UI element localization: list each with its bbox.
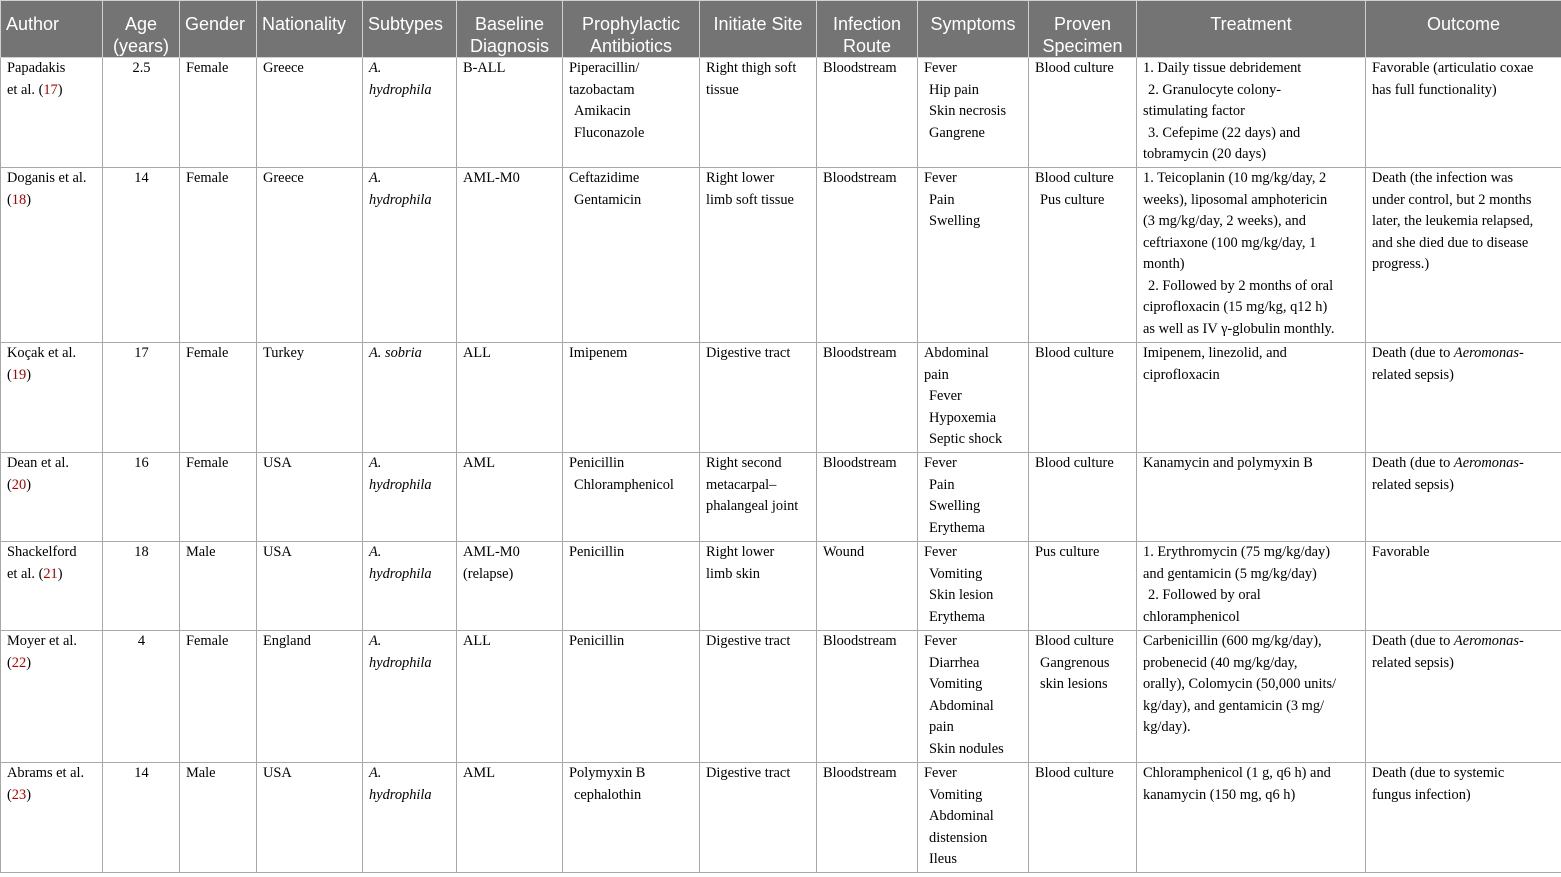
cell-prophylactic-antibiotics [563, 168, 700, 343]
cell-symptoms [918, 542, 1029, 631]
cell-initiate-site-line: Digestive tract [706, 765, 791, 781]
subtype-line: A. [369, 633, 382, 649]
cell-initiate-site-line: Right lower [706, 544, 775, 560]
cell-symptoms-line: Gangrene [929, 124, 985, 141]
cell-proven-specimen [1029, 168, 1137, 343]
cell-symptoms [918, 343, 1029, 453]
cell-subtypes [363, 168, 457, 343]
cell-initiate-site-line: Right second [706, 455, 782, 471]
cell-initiate-site [700, 631, 817, 763]
cell-treatment-line: kanamycin (150 mg, q6 h) [1143, 786, 1296, 803]
cell-symptoms-line: Pain [929, 191, 955, 208]
cell-proven-specimen-line: skin lesions [1040, 676, 1108, 692]
cell-prophylactic-antibiotics [563, 763, 700, 873]
author-name: Koçak et al. [7, 345, 77, 361]
cell-prophylactic-antibiotics [563, 453, 700, 542]
subtype-line: hydrophila [369, 191, 432, 208]
cell-outcome [1366, 343, 1561, 453]
cell-symptoms-line: Swelling [929, 213, 981, 229]
cell-proven-specimen [1029, 542, 1137, 631]
cell-age: 14 [103, 168, 180, 343]
cell-symptoms-line: Fever [924, 633, 957, 649]
cell-author [1, 542, 103, 631]
cell-subtypes [363, 631, 457, 763]
cell-symptoms-line: pain [924, 366, 949, 383]
cell-gender: Male [180, 542, 257, 631]
cell-treatment-line: 2. Followed by oral [1148, 587, 1261, 603]
subtype-line: A. sobria [369, 345, 422, 361]
author-name: Papadakis [7, 60, 66, 76]
cell-initiate-site [700, 168, 817, 343]
cell-symptoms-line: Fever [924, 60, 957, 76]
cell-gender: Female [180, 168, 257, 343]
citation-suffix: ) [57, 565, 63, 582]
author-name: Dean et al. [7, 455, 69, 471]
subtype-line: hydrophila [369, 81, 432, 98]
reference-link[interactable]: 21 [43, 565, 58, 582]
cell-symptoms-line: Vomiting [929, 786, 983, 803]
table-row [1, 631, 1561, 763]
outcome-line: related sepsis) [1372, 476, 1454, 493]
cell-infection-route: Bloodstream [817, 168, 918, 343]
cell-proven-specimen [1029, 631, 1137, 763]
cell-symptoms-line: Fever [929, 388, 962, 404]
cell-proven-specimen-line: Blood culture [1035, 60, 1114, 76]
subtype-line: hydrophila [369, 654, 432, 671]
cell-proven-specimen-line: Pus culture [1040, 191, 1105, 208]
author-citation [7, 653, 97, 675]
citation-prefix: et al. ( [7, 565, 44, 582]
cell-prophylactic-antibiotics-line: Amikacin [574, 103, 631, 119]
cell-symptoms-line: Fever [924, 170, 957, 186]
subtype-line: hydrophila [369, 786, 432, 803]
cell-treatment-line: 3. Cefepime (22 days) and [1148, 124, 1301, 141]
cell-author [1, 763, 103, 873]
outcome-genus: Aeromonas [1453, 345, 1519, 361]
cell-outcome-line: Favorable (articulatio coxae [1372, 60, 1534, 76]
author-citation [7, 475, 97, 497]
cell-symptoms-line: Hypoxemia [929, 409, 997, 426]
header-initiate-site: Initiate Site [700, 1, 817, 58]
cell-prophylactic-antibiotics-line: Penicillin [569, 455, 625, 471]
cell-treatment [1137, 343, 1366, 453]
cell-prophylactic-antibiotics-line: Polymyxin B [569, 765, 646, 781]
table-row [1, 542, 1561, 631]
cell-author [1, 453, 103, 542]
cell-initiate-site-line: Right lower [706, 170, 775, 186]
cell-prophylactic-antibiotics-line: Imipenem [569, 345, 628, 361]
cell-prophylactic-antibiotics-line: Ceftazidime [569, 170, 640, 186]
cell-proven-specimen-line: Blood culture [1035, 633, 1114, 649]
outcome-line: related sepsis) [1372, 366, 1454, 383]
cell-symptoms-line: Fever [924, 765, 957, 781]
outcome-suffix: - [1518, 633, 1524, 649]
header-proven-specimen: Proven Specimen [1029, 1, 1137, 58]
table-row [1, 168, 1561, 343]
cell-symptoms-line: Septic shock [929, 431, 1003, 447]
cell-infection-route: Bloodstream [817, 343, 918, 453]
cell-symptoms-line: Abdominal [929, 697, 994, 714]
cell-symptoms [918, 168, 1029, 343]
cell-treatment-line: 1. Teicoplanin (10 mg/kg/day, 2 [1143, 170, 1327, 186]
cell-age: 16 [103, 453, 180, 542]
cell-treatment-line: 1. Erythromycin (75 mg/kg/day) [1143, 544, 1331, 560]
author-name: Moyer et al. [7, 633, 77, 649]
author-citation [7, 365, 97, 387]
cell-treatment-line: 2. Followed by 2 months of oral [1148, 277, 1334, 294]
cell-treatment-line: Imipenem, linezolid, and [1143, 345, 1287, 361]
cell-outcome [1366, 542, 1561, 631]
cell-symptoms-line: Skin necrosis [929, 103, 1007, 119]
cell-symptoms-line: Vomiting [929, 676, 983, 692]
cell-subtypes [363, 343, 457, 453]
subtype-line: A. [369, 765, 382, 781]
citation-suffix: ) [26, 786, 31, 803]
outcome-prefix: Death (due to [1372, 345, 1454, 361]
cell-symptoms-line: Fever [924, 455, 957, 471]
cell-infection-route: Bloodstream [817, 58, 918, 168]
author-citation [7, 564, 97, 586]
header-author: Author [1, 1, 103, 58]
cell-symptoms-line: Erythema [929, 608, 985, 625]
cell-proven-specimen [1029, 453, 1137, 542]
subtype-line: A. [369, 455, 382, 471]
cell-symptoms-line: Diarrhea [929, 654, 980, 671]
cell-initiate-site-line: Right thigh soft [706, 60, 797, 76]
reference-link[interactable]: 23 [11, 786, 27, 803]
cell-prophylactic-antibiotics-line: Gentamicin [574, 191, 642, 208]
outcome-line [1372, 631, 1556, 653]
header-symptoms: Symptoms [918, 1, 1029, 58]
cell-author [1, 168, 103, 343]
cell-outcome-line: Favorable [1372, 544, 1430, 560]
table-row [1, 453, 1561, 542]
cell-gender: Female [180, 631, 257, 763]
cell-nationality: USA [257, 453, 363, 542]
header-outcome: Outcome [1366, 1, 1561, 58]
cell-baseline-diagnosis-line: (relapse) [463, 565, 514, 582]
cell-treatment-line: (3 mg/kg/day, 2 weeks), and [1143, 213, 1306, 229]
cell-nationality: USA [257, 763, 363, 873]
cell-treatment-line: 1. Daily tissue debridement [1143, 60, 1302, 76]
cell-infection-route: Wound [817, 542, 918, 631]
cell-outcome-line: progress.) [1372, 256, 1430, 272]
cell-treatment-line: kg/day). [1143, 719, 1191, 735]
cell-initiate-site-line: phalangeal joint [706, 498, 799, 514]
cell-age: 14 [103, 763, 180, 873]
cell-treatment-line: Chloramphenicol (1 g, q6 h) and [1143, 765, 1331, 781]
cell-baseline-diagnosis-line: B-ALL [463, 60, 506, 76]
cell-baseline-diagnosis-line: AML [463, 455, 495, 471]
cell-baseline-diagnosis [457, 542, 563, 631]
header-row [1, 1, 1561, 58]
cell-outcome [1366, 453, 1561, 542]
cell-initiate-site-line: Digestive tract [706, 345, 791, 361]
header-nationality: Nationality [257, 1, 363, 58]
cell-nationality: Turkey [257, 343, 363, 453]
cell-subtypes [363, 58, 457, 168]
cell-symptoms-line: Vomiting [929, 565, 983, 582]
cell-outcome-line: Death (the infection was [1372, 170, 1514, 186]
author-name: Abrams et al. [7, 765, 85, 781]
cell-symptoms-line: Erythema [929, 519, 985, 536]
cell-symptoms-line: Skin lesion [929, 587, 994, 603]
cell-initiate-site [700, 453, 817, 542]
cell-treatment [1137, 58, 1366, 168]
table-body [1, 58, 1561, 873]
subtype-line: A. [369, 544, 382, 560]
cell-age: 2.5 [103, 58, 180, 168]
cell-treatment-line: Kanamycin and polymyxin B [1143, 455, 1313, 471]
citation-suffix: ) [26, 191, 31, 208]
outcome-line [1372, 343, 1556, 365]
cell-baseline-diagnosis-line: AML [463, 765, 495, 781]
cell-proven-specimen-line: Blood culture [1035, 345, 1114, 361]
cell-prophylactic-antibiotics-line: Penicillin [569, 544, 625, 560]
cell-symptoms-line: Swelling [929, 498, 981, 514]
cell-outcome-line: Death (due to systemic [1372, 765, 1505, 781]
reference-link[interactable]: 18 [11, 191, 27, 208]
cell-symptoms-line: Pain [929, 476, 955, 493]
citation-prefix: ( [7, 366, 12, 383]
author-citation [7, 80, 97, 102]
cell-proven-specimen-line: Blood culture [1035, 170, 1114, 186]
cell-initiate-site [700, 58, 817, 168]
table-row [1, 58, 1561, 168]
outcome-suffix: - [1518, 455, 1524, 471]
cell-treatment-line: probenecid (40 mg/kg/day, [1143, 654, 1298, 671]
cell-treatment [1137, 453, 1366, 542]
cell-author [1, 343, 103, 453]
cell-outcome-line: later, the leukemia relapsed, [1372, 213, 1534, 229]
subtype-line: hydrophila [369, 476, 432, 493]
cell-baseline-diagnosis [457, 58, 563, 168]
cell-symptoms [918, 453, 1029, 542]
cell-treatment-line: weeks), liposomal amphotericin [1143, 191, 1328, 208]
cell-symptoms-line: distension [929, 829, 988, 846]
cell-treatment-line: 2. Granulocyte colony- [1148, 81, 1282, 98]
cell-baseline-diagnosis [457, 168, 563, 343]
cell-treatment-line: ciprofloxacin [1143, 366, 1220, 383]
citation-suffix: ) [26, 476, 31, 493]
cell-treatment [1137, 763, 1366, 873]
author-citation [7, 190, 97, 212]
citation-prefix: ( [7, 654, 12, 671]
cell-symptoms-line: Abdominal [924, 345, 989, 361]
cell-author [1, 631, 103, 763]
cell-initiate-site-line: tissue [706, 81, 739, 98]
cell-prophylactic-antibiotics-line: Chloramphenicol [574, 476, 674, 493]
outcome-line: related sepsis) [1372, 654, 1454, 671]
header-age: Age (years) [103, 1, 180, 58]
cell-proven-specimen-line: Blood culture [1035, 455, 1114, 471]
cell-treatment-line: tobramycin (20 days) [1143, 146, 1267, 162]
cell-symptoms-line: Fever [924, 544, 957, 560]
cell-prophylactic-antibiotics-line: Piperacillin/ [569, 60, 640, 76]
cell-infection-route: Bloodstream [817, 631, 918, 763]
cell-treatment [1137, 168, 1366, 343]
cell-outcome-line: fungus infection) [1372, 786, 1471, 803]
cell-treatment-line: ceftriaxone (100 mg/kg/day, 1 [1143, 234, 1317, 251]
cell-symptoms-line: Abdominal [929, 808, 994, 824]
header-subtypes: Subtypes [363, 1, 457, 58]
citation-suffix: ) [26, 654, 31, 671]
cell-treatment-line: stimulating factor [1143, 103, 1245, 119]
table-row [1, 763, 1561, 873]
cell-baseline-diagnosis [457, 763, 563, 873]
cell-treatment-line: chloramphenicol [1143, 608, 1240, 625]
cell-symptoms [918, 763, 1029, 873]
cell-proven-specimen [1029, 343, 1137, 453]
cell-age: 18 [103, 542, 180, 631]
cell-initiate-site [700, 542, 817, 631]
reference-link[interactable]: 20 [11, 476, 27, 493]
subtype-line: A. [369, 170, 382, 186]
cell-symptoms-line: Hip pain [929, 81, 979, 98]
cell-prophylactic-antibiotics [563, 343, 700, 453]
cell-treatment-line: as well as IV γ-globulin monthly. [1143, 320, 1335, 337]
cell-infection-route: Bloodstream [817, 453, 918, 542]
citation-prefix: ( [7, 191, 12, 208]
cell-baseline-diagnosis [457, 453, 563, 542]
cell-nationality: Greece [257, 58, 363, 168]
cell-nationality: USA [257, 542, 363, 631]
cell-prophylactic-antibiotics-line: Fluconazole [574, 124, 645, 141]
cell-treatment [1137, 542, 1366, 631]
cell-subtypes [363, 542, 457, 631]
cell-prophylactic-antibiotics-line: tazobactam [569, 81, 635, 98]
citation-prefix: ( [7, 476, 12, 493]
cell-initiate-site-line: limb skin [706, 565, 760, 582]
cell-baseline-diagnosis-line: ALL [463, 345, 491, 361]
cell-nationality: England [257, 631, 363, 763]
outcome-genus: Aeromonas [1453, 633, 1519, 649]
author-name: Shackelford [7, 544, 77, 560]
cell-treatment-line: ciprofloxacin (15 mg/kg, q12 h) [1143, 299, 1328, 315]
cell-proven-specimen-line: Gangrenous [1040, 654, 1110, 671]
cell-outcome [1366, 763, 1561, 873]
cell-baseline-diagnosis [457, 343, 563, 453]
cell-outcome-line: and she died due to disease [1372, 234, 1529, 251]
cell-gender: Male [180, 763, 257, 873]
author-citation [7, 785, 97, 807]
table-row [1, 343, 1561, 453]
cell-outcome-line: has full functionality) [1372, 81, 1497, 98]
cell-treatment-line: orally), Colomycin (50,000 units/ [1143, 676, 1337, 692]
cell-treatment-line: month) [1143, 256, 1185, 272]
reference-link[interactable]: 19 [11, 366, 27, 383]
cell-symptoms-line: Skin nodules [929, 740, 1004, 757]
cell-treatment-line: and gentamicin (5 mg/kg/day) [1143, 565, 1317, 582]
cell-age: 17 [103, 343, 180, 453]
cell-baseline-diagnosis-line: ALL [463, 633, 491, 649]
cell-gender: Female [180, 58, 257, 168]
cell-proven-specimen [1029, 763, 1137, 873]
cell-baseline-diagnosis-line: AML-M0 [463, 544, 520, 560]
cell-initiate-site [700, 763, 817, 873]
cell-symptoms [918, 631, 1029, 763]
cell-symptoms-line: Ileus [929, 851, 957, 867]
cell-outcome [1366, 58, 1561, 168]
cell-gender: Female [180, 343, 257, 453]
outcome-prefix: Death (due to [1372, 455, 1454, 471]
cell-outcome-line: under control, but 2 months [1372, 191, 1532, 208]
cell-proven-specimen-line: Pus culture [1035, 544, 1100, 560]
cell-prophylactic-antibiotics [563, 542, 700, 631]
reference-link[interactable]: 22 [11, 654, 27, 671]
cell-initiate-site-line: metacarpal– [706, 476, 777, 493]
citation-prefix: et al. ( [7, 81, 44, 98]
cell-prophylactic-antibiotics-line: cephalothin [574, 786, 642, 803]
cell-prophylactic-antibiotics [563, 631, 700, 763]
cell-author [1, 58, 103, 168]
cell-baseline-diagnosis [457, 631, 563, 763]
cell-treatment-line: kg/day), and gentamicin (3 mg/ [1143, 697, 1325, 714]
outcome-genus: Aeromonas [1453, 455, 1519, 471]
subtype-line: A. [369, 60, 382, 76]
citation-suffix: ) [57, 81, 63, 98]
outcome-line [1372, 453, 1556, 475]
cell-initiate-site-line: limb soft tissue [706, 191, 794, 208]
header-baseline-diagnosis: Baseline Diagnosis [457, 1, 563, 58]
cell-subtypes [363, 763, 457, 873]
cell-proven-specimen-line: Blood culture [1035, 765, 1114, 781]
subtype-line: hydrophila [369, 565, 432, 582]
cell-age: 4 [103, 631, 180, 763]
reference-link[interactable]: 17 [43, 81, 58, 98]
outcome-prefix: Death (due to [1372, 633, 1454, 649]
citation-prefix: ( [7, 786, 12, 803]
cell-gender: Female [180, 453, 257, 542]
cell-prophylactic-antibiotics-line: Penicillin [569, 633, 625, 649]
cell-initiate-site [700, 343, 817, 453]
cell-infection-route: Bloodstream [817, 763, 918, 873]
cell-symptoms [918, 58, 1029, 168]
header-treatment: Treatment [1137, 1, 1366, 58]
outcome-suffix: - [1518, 345, 1524, 361]
header-gender: Gender [180, 1, 257, 58]
author-name: Doganis et al. [7, 170, 87, 186]
header-prophylactic-antibiotics: Prophylactic Antibiotics [563, 1, 700, 58]
cell-subtypes [363, 453, 457, 542]
citation-suffix: ) [26, 366, 31, 383]
cell-outcome [1366, 631, 1561, 763]
cell-treatment [1137, 631, 1366, 763]
cell-proven-specimen [1029, 58, 1137, 168]
cell-baseline-diagnosis-line: AML-M0 [463, 170, 520, 186]
cell-initiate-site-line: Digestive tract [706, 633, 791, 649]
header-infection-route: Infection Route [817, 1, 918, 58]
cell-outcome [1366, 168, 1561, 343]
cell-symptoms-line: pain [929, 719, 954, 735]
cell-nationality: Greece [257, 168, 363, 343]
cell-prophylactic-antibiotics [563, 58, 700, 168]
cell-treatment-line: Carbenicillin (600 mg/kg/day), [1143, 633, 1322, 649]
